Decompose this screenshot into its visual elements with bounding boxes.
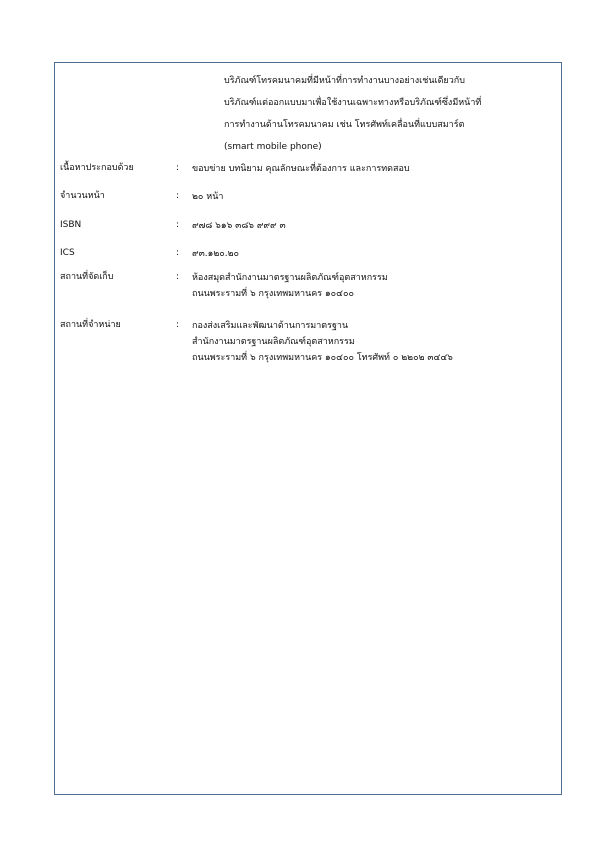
- field-value-distribution: [192, 319, 552, 367]
- field-colon: :: [176, 272, 180, 282]
- field-value-ics: [192, 247, 552, 263]
- description-continuation: [224, 74, 534, 162]
- field-value-storage: [192, 271, 552, 303]
- field-value-pages: [192, 190, 552, 206]
- field-value-content: [192, 162, 552, 178]
- field-label-storage: สถานที่จัดเก็บ: [60, 272, 114, 282]
- value-line: ถนนพระรามที่ ๖ กรุงเทพมหานคร ๑๐๔๐๐: [192, 289, 354, 299]
- description-line: การทำงานด้านโทรคมนาคม เช่น โทรศัพท์เคลื่อนที่แบบสมาร์ต: [224, 120, 465, 130]
- value-line: กองส่งเสริมและพัฒนาด้านการมาตรฐาน: [192, 321, 349, 331]
- field-label-distribution: สถานที่จำหน่าย: [60, 320, 121, 330]
- value-line: ๙๗๘ ๖๑๖ ๓๘๖ ๙๙๙ ๓: [192, 221, 286, 231]
- value-line: ๒๐ หน้า: [192, 192, 224, 202]
- field-colon: :: [176, 191, 180, 201]
- field-colon: :: [176, 163, 180, 173]
- description-line: (smart mobile phone): [224, 142, 322, 152]
- field-value-isbn: [192, 219, 552, 235]
- field-colon: :: [176, 220, 180, 230]
- field-colon: :: [176, 248, 180, 258]
- field-label-pages: จำนวนหน้า: [60, 191, 105, 201]
- value-line: ขอบข่าย บทนิยาม คุณลักษณะที่ต้องการ และการทดสอบ: [192, 164, 410, 174]
- value-line: สำนักงานมาตรฐานผลิตภัณฑ์อุตสาหกรรม: [192, 337, 355, 347]
- field-label-ics: ICS: [60, 248, 75, 258]
- description-line: บริภัณฑ์แต่ออกแบบมาเพื่อใช้งานเฉพาะทางหรือบริภัณฑ์ซึ่งมีหน้าที่: [224, 98, 482, 108]
- field-label-isbn: ISBN: [60, 220, 82, 230]
- value-line: ๙๓.๑๒๐.๒๐: [192, 249, 240, 259]
- value-line: ถนนพระรามที่ ๖ กรุงเทพมหานคร ๑๐๔๐๐ โทรศัพท์ ๐ ๒๒๐๒ ๓๔๔๖: [192, 353, 453, 363]
- description-line: บริภัณฑ์โทรคมนาคมที่มีหน้าที่การทำงานบางอย่างเช่นเดียวกับ: [224, 76, 465, 86]
- value-line: ห้องสมุดสำนักงานมาตรฐานผลิตภัณฑ์อุตสาหกรรม: [192, 273, 388, 283]
- field-colon: :: [176, 320, 180, 330]
- field-label-content: เนื้อหาประกอบด้วย: [60, 163, 134, 173]
